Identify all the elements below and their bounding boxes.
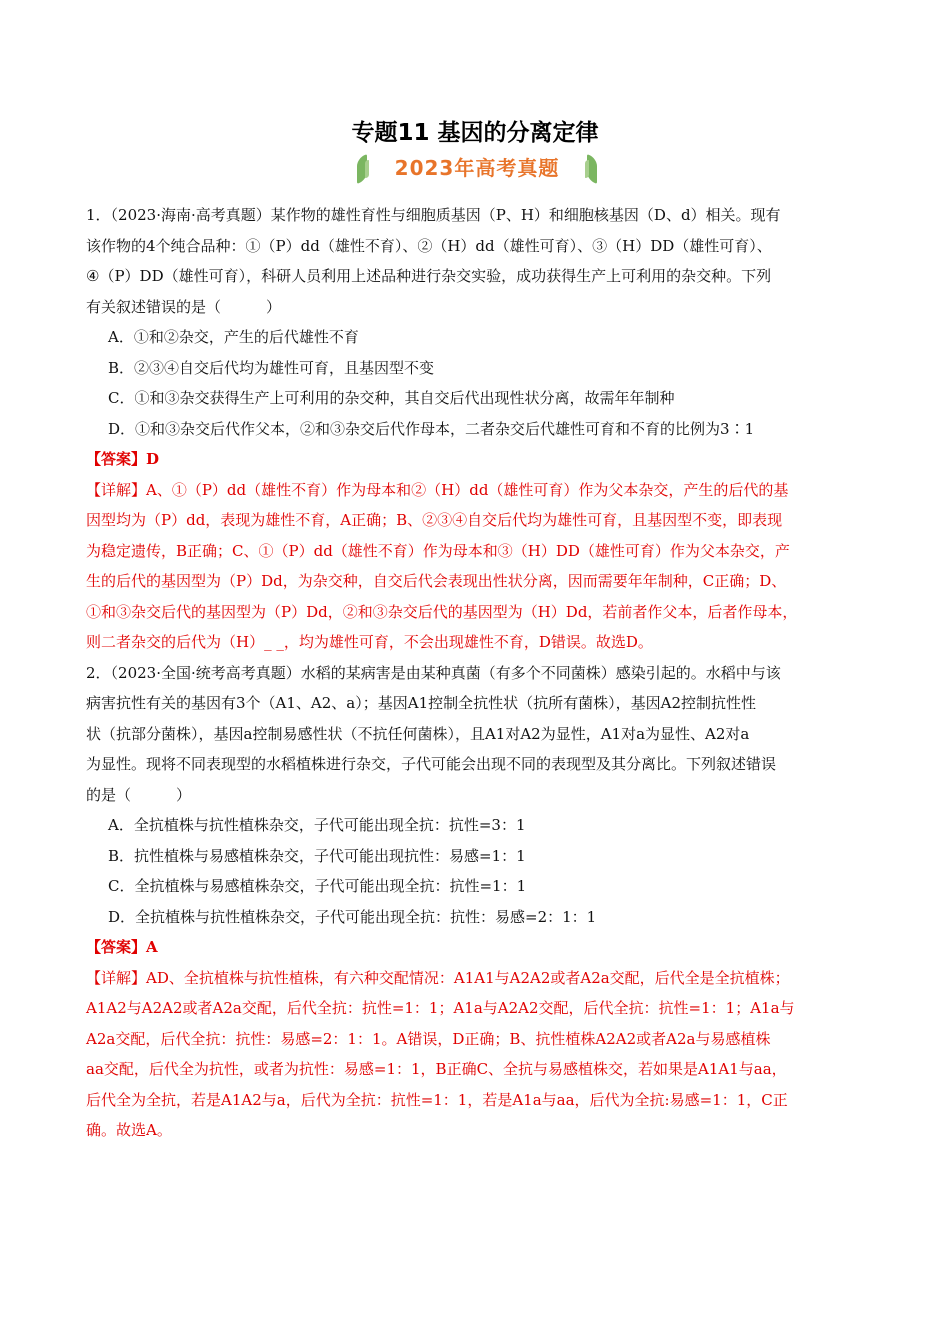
- analysis-line: A2a交配，后代全抗：抗性：易感=2：1：1。A错误，D正确；B、抗性植株A2A2或者A2a与易感植株: [86, 1029, 771, 1048]
- question-2: [86, 658, 866, 1146]
- question-stem-line: 病害抗性有关的基因有3个（A1、A2、a）；基因A1控制全抗性状（抗所有菌株），基因A2控制抗性性: [86, 694, 756, 712]
- question-stem-line: ④（P）DD（雄性可育），科研人员利用上述品种进行杂交实验，成功获得生产上可利用的杂交种。下列: [86, 267, 772, 285]
- option-c: C．①和③杂交获得生产上可利用的杂交种，其自交后代出现性状分离，故需年年制种: [108, 389, 675, 407]
- option-a: A．全抗植株与抗性植株杂交，子代可能出现全抗：抗性=3：1: [108, 816, 526, 834]
- question-stem-line: 状（抗部分菌株），基因a控制易感性状（不抗任何菌株），且A1对A2为显性，A1对a为显性、A2对a: [86, 724, 750, 743]
- analysis-line: 确。故选A。: [86, 1121, 172, 1139]
- option-d: D．全抗植株与抗性植株杂交，子代可能出现全抗：抗性：易感=2：1：1: [108, 907, 597, 926]
- analysis-line: 为稳定遗传，B正确；C、①（P）dd（雄性不育）作为母本和③（H）DD（雄性可育）作为父本杂交，产: [86, 541, 790, 560]
- question-stem-line: 为显性。现将不同表现型的水稻植株进行杂交，子代可能会出现不同的表现型及其分离比。下列叙述错误: [86, 755, 777, 773]
- option-b: B．抗性植株与易感植株杂交，子代可能出现抗性：易感=1：1: [108, 846, 526, 865]
- question-1: [86, 200, 866, 658]
- question-stem-line: 1．（2023·海南·高考真题）某作物的雄性育性与细胞质基因（P、H）和细胞核基因（D、d）相关。现有: [86, 206, 781, 224]
- option-d: D．①和③杂交后代作父本，②和③杂交后代作母本，二者杂交后代雄性可育和不育的比例为3∶1: [108, 419, 755, 438]
- answer: 【答案】A: [86, 938, 158, 956]
- option-a: A．①和②杂交，产生的后代雄性不育: [108, 328, 359, 346]
- question-stem-line: 2．（2023·全国·统考高考真题）水稻的某病害是由某种真菌（有多个不同菌株）感染引起的。水稻中与该: [86, 663, 781, 682]
- question-stem-line: 该作物的4个纯合品种：①（P）dd（雄性不育）、②（H）dd（雄性可育）、③（H）DD（雄性可育）、: [86, 236, 772, 255]
- question-stem-line: 的是（ ）: [86, 785, 192, 804]
- banner-label: 2023年高考真题: [394, 156, 560, 180]
- content: [86, 200, 866, 1146]
- analysis-line: 因型均为（P）dd，表现为雄性不育，A正确；B、②③④自交后代均为雄性可育，且基因型不变，即表现: [86, 511, 783, 529]
- analysis-line: A1A2与A2A2或者A2a交配，后代全抗：抗性=1：1；A1a与A2A2交配，后代全抗：抗性=1：1；A1a与: [86, 999, 795, 1017]
- question-stem-line: 有关叙述错误的是（ ）: [86, 297, 282, 316]
- option-b: B．②③④自交后代均为雄性可育，且基因型不变: [108, 358, 435, 377]
- analysis-line: 后代全为全抗，若是A1A2与a，后代为全抗：抗性=1：1，若是A1a与aa，后代为全抗:易感=1：1，C正: [86, 1090, 788, 1109]
- analysis-line: 则二者杂交的后代为（H）_ _，均为雄性可育，不会出现雄性不育，D错误。故选D。: [86, 633, 653, 651]
- analysis-line: 【详解】A、①（P）dd（雄性不育）作为母本和②（H）dd（雄性可育）作为父本杂交，产生的后代的基: [86, 480, 789, 499]
- analysis-line: aa交配，后代全为抗性，或者为抗性：易感=1：1，B正确C、全抗与易感植株交，若如果是A1A1与aa，: [86, 1060, 787, 1078]
- option-c: C．全抗植株与易感植株杂交，子代可能出现全抗：抗性=1：1: [108, 877, 527, 895]
- leaf-right-inner-icon: [585, 160, 589, 178]
- page-title: 专题11 基因的分离定律: [351, 120, 599, 146]
- analysis-line: ①和③杂交后代的基因型为（P）Dd，②和③杂交后代的基因型为（H）Dd，若前者作父本，后者作母本，: [86, 602, 798, 621]
- section-banner: [353, 150, 601, 190]
- answer: 【答案】D: [86, 450, 160, 468]
- analysis-line: 生的后代的基因型为（P）Dd，为杂交种，自交后代会表现出性状分离，因而需要年年制种，C正确；D、: [86, 572, 787, 590]
- analysis-line: 【详解】AD、全抗植株与抗性植株，有六种交配情况：A1A1与A2A2或者A2a交配，后代全是全抗植株；: [86, 968, 790, 987]
